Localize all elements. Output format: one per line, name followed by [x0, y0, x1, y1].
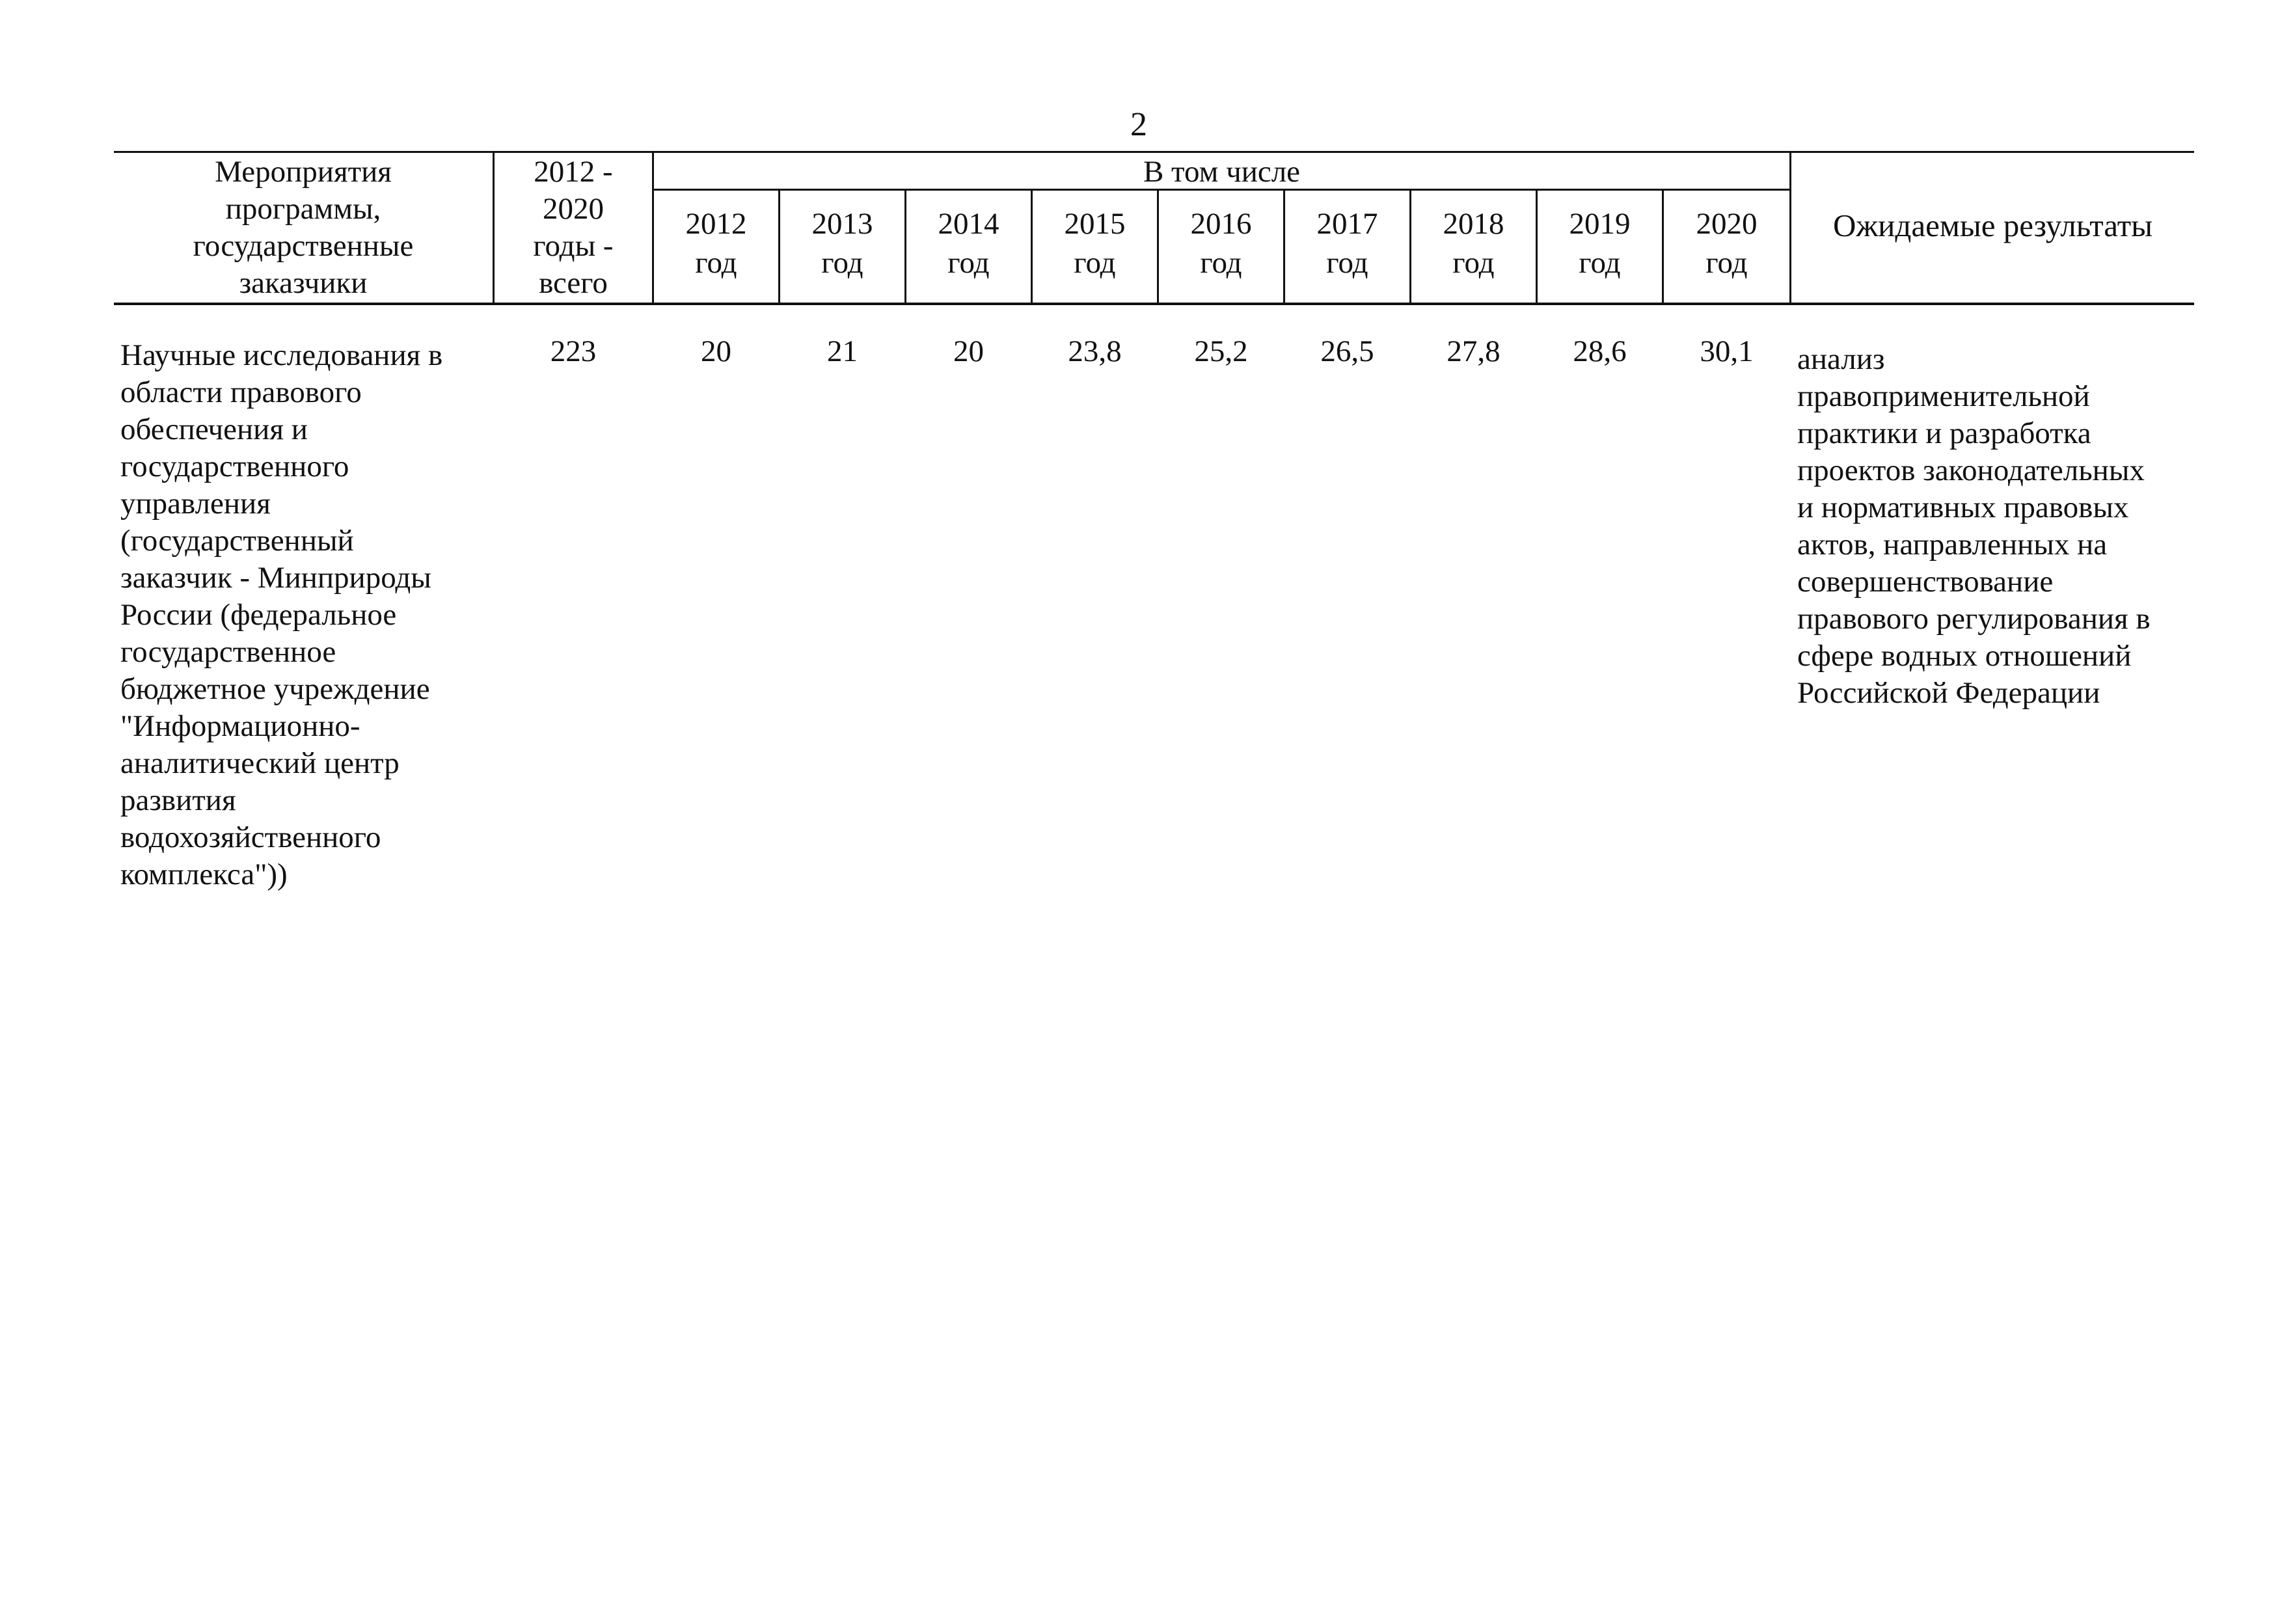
- page-number: 2: [1130, 106, 1147, 143]
- row-value-2020: 30,1: [1700, 334, 1754, 368]
- year-label: 2020: [1696, 207, 1758, 241]
- header-including: В том числе: [1143, 155, 1301, 189]
- activity-line: государственного: [120, 450, 349, 483]
- header-total-line: 2012 -: [534, 155, 613, 189]
- year-unit: год: [1579, 246, 1621, 280]
- result-line: правоприменительной: [1797, 379, 2090, 413]
- activity-line: Научные исследования в: [120, 338, 443, 372]
- header-year-2017: [1285, 204, 1409, 289]
- result-line: Российской Федерации: [1797, 676, 2100, 710]
- activity-line: "Информационно-: [120, 709, 360, 743]
- activity-line: (государственный: [120, 524, 354, 558]
- row-value-2018: 27,8: [1447, 334, 1501, 368]
- header-year-2013: [780, 204, 904, 289]
- header-total-line: 2020: [543, 192, 604, 226]
- header-year-2015: [1033, 204, 1157, 289]
- result-line: практики и разработка: [1797, 416, 2091, 450]
- row-value-2014: 20: [953, 334, 984, 368]
- header-activities-line: Мероприятия: [215, 155, 392, 189]
- header-year-2016: [1159, 204, 1283, 289]
- activity-line: водохозяйственного: [120, 820, 381, 854]
- result-line: актов, направленных на: [1797, 528, 2108, 562]
- header-activities-line: программы,: [225, 192, 381, 226]
- header-total-line: всего: [539, 266, 608, 300]
- activity-line: заказчик - Минприроды: [120, 561, 431, 595]
- row-value-2016: 25,2: [1194, 334, 1248, 368]
- result-line: проектов законодательных: [1797, 453, 2145, 487]
- activity-line: обеспечения и: [120, 413, 308, 446]
- header-activities-line: государственные: [193, 229, 414, 263]
- year-label: 2018: [1443, 207, 1504, 241]
- year-unit: год: [1074, 246, 1116, 280]
- activity-line: аналитический центр: [120, 746, 400, 780]
- row-total: 223: [550, 334, 597, 368]
- header-year-2014: [906, 204, 1031, 289]
- activity-line: России (федеральное: [120, 598, 397, 632]
- result-line: сфере водных отношений: [1797, 639, 2132, 673]
- activity-line: развития: [120, 783, 236, 817]
- year-label: 2012: [685, 207, 747, 241]
- table-top-border: [114, 151, 2194, 153]
- year-label: 2017: [1316, 207, 1378, 241]
- result-line: совершенствование: [1797, 565, 2054, 599]
- year-label: 2013: [811, 207, 873, 241]
- result-line: анализ: [1797, 342, 1885, 376]
- row-value-2019: 28,6: [1573, 334, 1627, 368]
- year-unit: год: [1452, 246, 1495, 280]
- header-year-2020: [1664, 204, 1789, 289]
- year-unit: год: [695, 246, 737, 280]
- result-line: и нормативных правовых: [1797, 491, 2129, 524]
- year-unit: год: [1705, 246, 1748, 280]
- year-label: 2019: [1569, 207, 1631, 241]
- activity-line: бюджетное учреждение: [120, 672, 430, 706]
- year-label: 2014: [938, 207, 999, 241]
- activity-line: управления: [120, 487, 271, 521]
- header-activities-line: заказчики: [239, 266, 368, 300]
- row-value-2012: 20: [701, 334, 731, 368]
- header-year-2018: [1411, 204, 1536, 289]
- header-activities: [114, 154, 493, 302]
- header-total-line: годы -: [533, 229, 614, 263]
- row-value-2017: 26,5: [1320, 334, 1374, 368]
- header-results: Ожидаемые результаты: [1832, 208, 2153, 243]
- row-activity: [120, 337, 491, 893]
- header-bottom-border: [114, 303, 2194, 305]
- activity-line: комплекса")): [120, 858, 288, 891]
- year-unit: год: [1200, 246, 1242, 280]
- year-unit: год: [821, 246, 863, 280]
- year-label: 2015: [1064, 207, 1126, 241]
- row-value-2015: 23,8: [1068, 334, 1122, 368]
- year-unit: год: [1326, 246, 1368, 280]
- header-total: [495, 154, 652, 302]
- year-unit: год: [947, 246, 990, 280]
- result-line: правового регулирования в: [1797, 602, 2151, 636]
- row-results: [1797, 341, 2194, 712]
- header-year-2019: [1538, 204, 1662, 289]
- header-year-2012: [654, 204, 778, 289]
- year-label: 2016: [1190, 207, 1252, 241]
- activity-line: области правового: [120, 375, 362, 409]
- activity-line: государственное: [120, 635, 336, 669]
- row-value-2013: 21: [827, 334, 858, 368]
